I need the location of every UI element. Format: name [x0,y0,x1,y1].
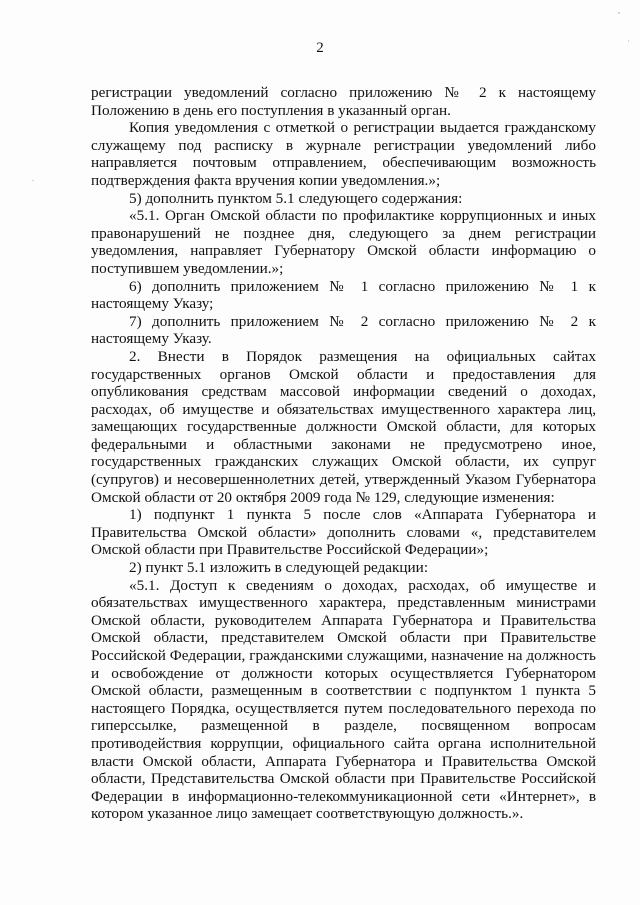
paragraph-continuation: регистрации уведомлений согласно приложению № 2 к настоящему Положению в день его поступления в указанный орган. [91,84,596,119]
document-body [91,84,596,823]
paragraph-section-2: 2. Внести в Порядок размещения на официальных сайтах государственных органов Омской области и предоставления для опубликования средствам массовой информации сведений о доходах, расходах, об имуществе и обязательствах имущественного характера лиц, замещающих государственные должности Омской области, для которых федеральными и областными законами не предусмотрено иное, государственных гражданских служащих Омской области, их супруг (супругов) и несовершеннолетних детей, утвержденный Указом Губернатора Омской области от 20 октября 2009 года № 129, следующие изменения: [91,347,596,506]
paragraph-subitem-2: 2) пункт 5.1 изложить в следующей редакции: [129,559,429,577]
paragraph-subitem-1: 1) подпункт 1 пункта 5 после слов «Аппарата Губернатора и Правительства Омской области» дополнить словами «, представителем Омской области при Правительстве Российской Федерации»; [91,506,596,559]
scan-speck [32,180,34,181]
scan-speck [618,12,620,14]
paragraph-item-6: 6) дополнить приложением № 1 согласно приложению № 1 к настоящему Указу; [91,277,596,313]
paragraph-item-5: 5) дополнить пунктом 5.1 следующего содержания: [129,189,463,207]
paragraph-new-clause-5-1: «5.1. Доступ к сведениям о доходах, расходах, об имуществе и обязательствах имущественного характера, представленным министрами Омской области, руководителем Аппарата Губернатора и Правительства Омской области, представителем Омской области при Правительстве Российской Федерации, гражданскими служащими, назначение на должность и освобождение от должности которых осуществляется Губернатором Омской области, размещенным в соответствии с подпунктом 1 пункта 5 настоящего Порядка, осуществляется путем последовательного перехода по гиперссылке, размещенной в разделе, посвященном вопросам противодействия коррупции, официального сайта органа исполнительной власти Омской области, Аппарата Губернатора и Правительства Омской области, Представительства Омской области при Правительстве Российской Федерации в информационно-телекоммуникационной сети «Интернет», в котором указанное лицо замещает соответствующую должность.». [91,576,596,823]
paragraph-clause-5-1: «5.1. Орган Омской области по профилактике коррупционных и иных правонарушений не позднее дня, следующего за днем регистрации уведомления, направляет Губернатору Омской области информацию о поступившем уведомлении.»; [91,207,596,277]
paragraph-copy-notice: Копия уведомления с отметкой о регистрации выдается гражданскому служащему под расписку в журнале регистрации уведомлений либо направляется почтовым отправлением, обеспечивающим возможность подтверждения факта вручения копии уведомления.»; [91,119,596,189]
paragraph-item-7: 7) дополнить приложением № 2 согласно приложению № 2 к настоящему Указу. [91,312,596,348]
scan-speck [628,40,629,42]
page-number: 2 [316,40,324,56]
